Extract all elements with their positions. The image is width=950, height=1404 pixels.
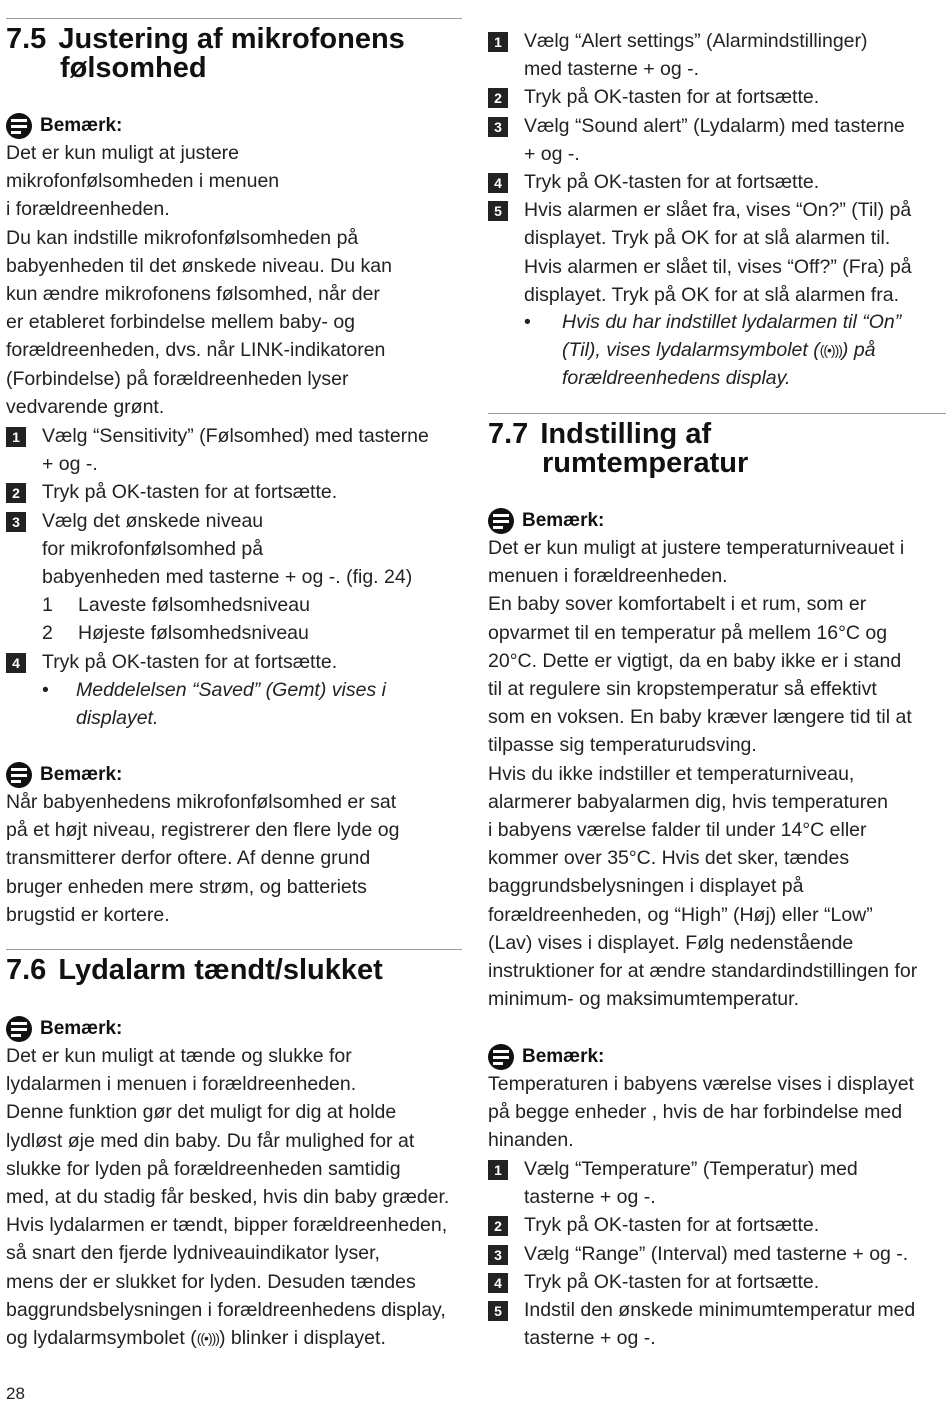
bullet-text: Hvis du har indstillet lydalarmen til “On” [562,311,902,333]
bullet-dot: • [42,678,49,701]
step-text: Tryk på OK-tasten for at fortsætte. [42,650,338,673]
note-icon [6,762,32,788]
note-heading [488,508,604,534]
note-label: Bemærk: [522,1046,605,1067]
step-number-badge: 3 [488,117,508,137]
bullet-text: forældreenhedens display. [562,367,791,390]
text-line: tilpasse sig temperaturudsving. [488,734,757,757]
section-7-6-title [6,956,383,985]
bullet-text: Meddelelsen “Saved” (Gemt) vises i [76,678,386,701]
level-text: Laveste følsomhedsniveau [78,594,310,617]
step-item [6,507,464,592]
step-text: tasterne + og -. [524,1327,656,1350]
section-number: 7.7 [488,418,529,450]
text-line: lydalarmen i menuen i forældreenheden. [6,1073,357,1096]
step-text: Indstil den ønskede minimumtemperatur med [524,1299,916,1321]
step-number-badge: 1 [6,427,26,447]
text-line: menuen i forældreenheden. [488,565,728,588]
note-text-last-line [6,1324,466,1352]
step-item [6,422,464,478]
step-number-badge: 4 [6,653,26,673]
text-line: opvarmet til en temperatur på mellem 16°C og [488,621,888,644]
text-line: Denne funktion gør det muligt for dig at holde [6,1101,397,1124]
text-line: (Lav) vises i displayet. Følg nedenstående [488,931,854,954]
text-line: hinanden. [488,1129,574,1152]
text-line: bruger enheden mere strøm, og batteriets [6,875,367,898]
text-line: Hvis lydalarmen er tændt, bipper forældreenheden, [6,1214,448,1237]
step-number-badge: 4 [488,1273,508,1293]
note-icon [6,1016,32,1042]
note-heading [6,1016,122,1042]
section-title-line1: Justering af mikrofonens [58,23,405,55]
step-item [488,1211,946,1239]
text-line: Hvis du ikke indstiller et temperaturniveau, [488,762,855,785]
text-line: alarmerer babyalarmen dig, hvis temperaturen [488,790,888,813]
step-item [488,1155,946,1211]
text-line: i babyens værelse falder til under 14°C eller [488,819,867,842]
step-text: + og -. [42,453,98,476]
step-number-badge: 1 [488,1160,508,1180]
text-segment: og lydalarmsymbolet ( [6,1327,197,1349]
note-text [6,788,464,929]
section-7-5-title [6,25,405,83]
note-label: Bemærk: [40,115,123,136]
text-line: babyenheden til det ønskede niveau. Du kan [6,254,392,277]
text-line: (Forbindelse) på forældreenheden lyser [6,367,349,390]
text-line: vedvarende grønt. [6,395,165,418]
text-line: på begge enheder , hvis de har forbindelse med [488,1101,903,1124]
text-line: lydløst øje med din baby. Du får mulighed for at [6,1129,415,1152]
step-number-badge: 2 [488,88,508,108]
text-line: brugstid er kortere. [6,903,170,926]
section-number: 7.5 [6,23,47,55]
step-text: Tryk på OK-tasten for at fortsætte. [524,1270,820,1293]
step-text: Hvis alarmen er slået fra, vises “On?” (Til) på [524,199,912,222]
step-item [488,83,946,111]
step-text: Vælg “Range” (Interval) med tasterne + og -. [524,1242,909,1265]
bullet-item [524,308,944,393]
step-number-badge: 4 [488,173,508,193]
text-line: instruktioner for at ændre standardindstillingen for [488,960,918,983]
text-line: slukke for lyden på forældreenheden samtidig [6,1157,401,1180]
text-line: minimum- og maksimumtemperatur. [488,988,799,1011]
section-rule [6,18,462,19]
text-line: 20°C. Dette er vigtigt, da en baby ikke er i stand [488,649,902,672]
bullet-text [562,336,944,364]
step-text: Vælg det ønskede niveau [42,509,264,532]
level-text: Højeste følsomhedsniveau [78,622,309,645]
step-item [6,648,464,676]
text-line: så snart den fjerde lydniveauindikator lyser, [6,1242,380,1265]
note-text [488,534,948,1013]
text-line: i forældreenheden. [6,198,170,221]
text-segment: (Til), vises lydalarmsymbolet ( [562,339,820,362]
step-text: for mikrofonfølsomhed på [42,537,264,560]
step-number-badge: 3 [488,1245,508,1265]
step-text: displayet. Tryk på OK for at slå alarmen fra. [524,283,899,306]
step-number-badge: 5 [488,1301,508,1321]
note-label: Bemærk: [522,510,605,531]
note-label: Bemærk: [40,764,123,785]
text-line: transmitterer derfor oftere. Af denne grund [6,847,371,870]
text-line: kommer over 35°C. Hvis det sker, tændes [488,847,850,870]
text-line: mikrofonfølsomheden i menuen [6,170,280,193]
step-item [488,112,946,168]
note-label: Bemærk: [40,1018,123,1039]
step-text: Tryk på OK-tasten for at fortsætte. [524,86,820,109]
text-line: Når babyenhedens mikrofonfølsomhed er sat [6,791,397,813]
level-number: 1 [42,594,53,617]
step-text: displayet. Tryk på OK for at slå alarmen til. [524,227,891,250]
step-number-badge: 3 [6,512,26,532]
step-item [488,1296,946,1352]
text-segment: ) blinker i displayet. [218,1327,386,1349]
note-text [6,1042,466,1324]
step-text: Hvis alarmen er slået til, vises “Off?” (Fra) på [524,255,912,278]
text-line: forældreenheden, og “High” (Høj) eller “Low” [488,903,873,926]
page-number: 28 [6,1384,25,1403]
level-option [42,591,462,619]
step-item [488,196,946,309]
step-number-badge: 1 [488,32,508,52]
step-text: med tasterne + og -. [524,58,700,81]
bullet-item [42,676,462,732]
text-segment: ) på [841,339,876,362]
sound-alarm-icon: ((•))) [196,1330,219,1346]
step-text: Tryk på OK-tasten for at fortsætte. [524,1214,820,1237]
bullet-text: displayet. [76,707,159,729]
step-text: Vælg “Sensitivity” (Følsomhed) med tasterne [42,425,429,447]
level-number: 2 [42,622,53,645]
note-heading [6,113,122,139]
sound-alarm-icon: ((•))) [819,342,842,359]
step-item [6,478,464,506]
step-text: Vælg “Sound alert” (Lydalarm) med tasterne [524,114,905,137]
step-number-badge: 2 [488,1216,508,1236]
section-7-7-title [488,420,748,478]
text-line: forældreenheden, dvs. når LINK-indikatoren [6,339,386,362]
note-text [488,1070,948,1155]
text-line: baggrundsbelysningen i forældreenhedens display, [6,1298,446,1321]
text-line: er etableret forbindelse mellem baby- og [6,311,356,334]
note-heading [6,762,122,788]
step-text: babyenheden med tasterne + og -. (fig. 24) [42,566,413,588]
step-number-badge: 5 [488,201,508,221]
section-title-text: Lydalarm tændt/slukket [58,954,383,986]
text-line: Temperaturen i babyens værelse vises i displayet [488,1073,914,1095]
text-line: Det er kun muligt at justere [6,142,240,164]
text-line: Det er kun muligt at tænde og slukke for [6,1045,352,1067]
section-title-line2: rumtemperatur [542,447,749,479]
section-rule [488,413,946,414]
text-line: mens der er slukket for lyden. Desuden tændes [6,1270,416,1293]
text-line: med, at du stadig får besked, hvis din baby græder. [6,1186,450,1209]
text-line: som en voksen. En baby kræver længere tid til at [488,706,912,729]
text-line: på et højt niveau, registrerer den flere lyde og [6,819,400,842]
step-text: Vælg “Alert settings” (Alarmindstillinger) [524,30,868,52]
note-icon [6,113,32,139]
section-title-line2: følsomhed [60,52,207,84]
note-heading [488,1044,604,1070]
step-text: Tryk på OK-tasten for at fortsætte. [42,481,338,504]
text-line: En baby sover komfortabelt i et rum, som er [488,593,867,616]
note-icon [488,508,514,534]
step-text: tasterne + og -. [524,1186,656,1209]
step-item [488,1268,946,1296]
step-number-badge: 2 [6,483,26,503]
step-text: Tryk på OK-tasten for at fortsætte. [524,171,820,193]
step-item [488,27,946,83]
step-item [488,1240,946,1268]
section-rule [6,949,462,950]
section-number: 7.6 [6,954,47,986]
text-line: baggrundsbelysningen i displayet på [488,875,804,898]
text-line: Det er kun muligt at justere temperaturniveauet i [488,537,905,559]
text-line: kun ændre mikrofonens følsomhed, når der [6,283,380,306]
text-line: Du kan indstille mikrofonfølsomheden på [6,226,359,249]
step-text: + og -. [524,142,580,165]
text-line: til at regulere sin kropstemperatur så effektivt [488,678,877,701]
note-icon [488,1044,514,1070]
section-title-line1: Indstilling af [540,418,712,450]
note-text [6,139,464,421]
step-item [488,168,946,196]
bullet-dot: • [524,311,531,333]
step-text: Vælg “Temperature” (Temperatur) med [524,1158,858,1180]
level-option [42,619,462,647]
